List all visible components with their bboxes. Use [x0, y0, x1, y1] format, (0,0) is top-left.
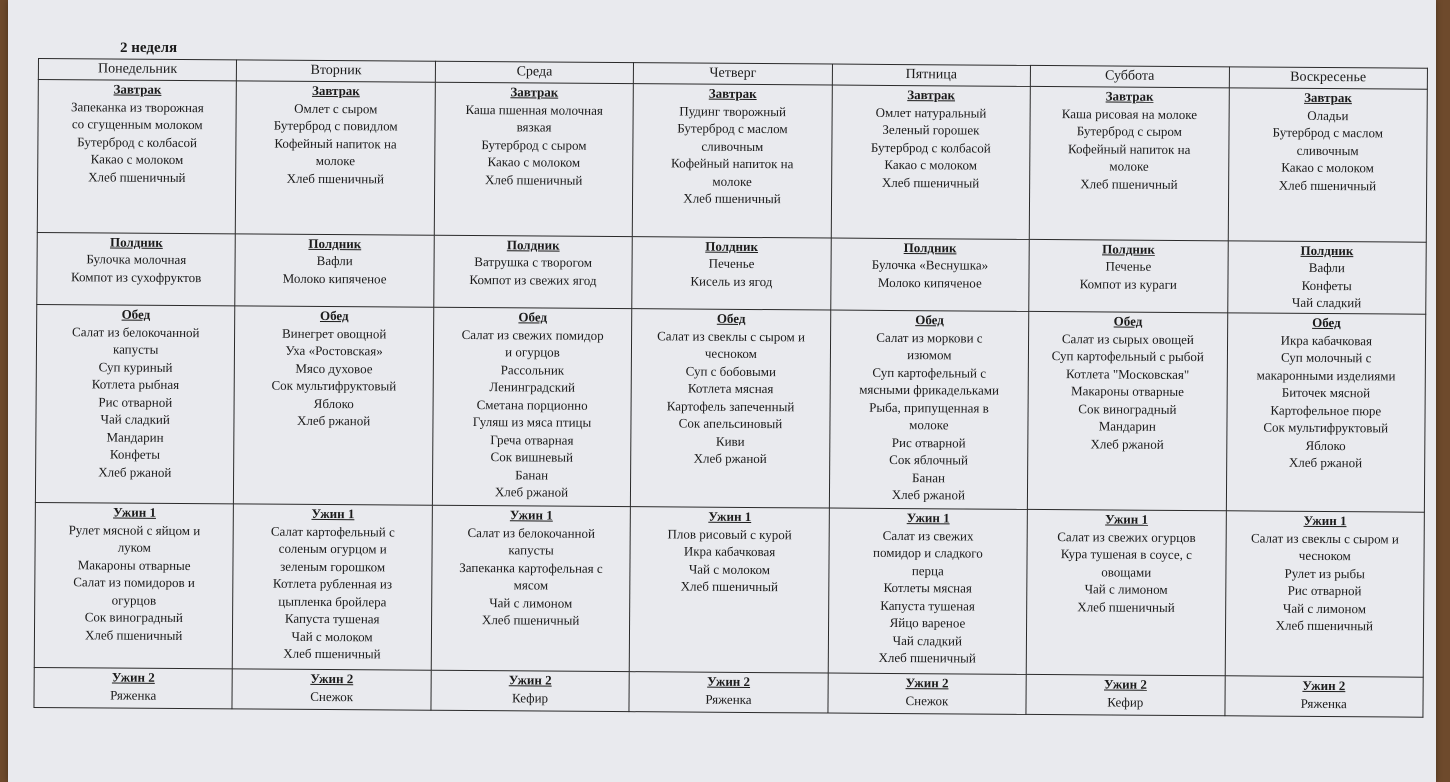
- week-title: 2 неделя: [120, 40, 178, 56]
- snack-cell: [1227, 240, 1426, 314]
- dish-item: Биточек мясной: [1281, 384, 1371, 401]
- dish-item: Сок яблочный: [889, 452, 969, 468]
- dish-item: Макароны отварные: [77, 557, 191, 573]
- dish-item: Хлеб пшеничный: [1278, 177, 1377, 193]
- dish-item: Банан: [515, 467, 549, 483]
- dish-item: Мясо духовое: [295, 360, 373, 377]
- dish-item: Печенье: [1105, 258, 1152, 274]
- meal-label: Завтрак: [510, 84, 559, 100]
- dish-item: Чай с лимоном: [1282, 600, 1367, 617]
- dish-item: Какао с молоком: [90, 151, 184, 168]
- dish-item: и огурцов: [505, 344, 560, 360]
- dish-item: Котлета рыбная: [91, 376, 180, 393]
- dish-item: Сок виноградный: [1078, 400, 1177, 417]
- dish-item: Булочка молочная: [86, 251, 187, 268]
- meal-label: Ужин 2: [707, 673, 751, 690]
- dish-item: Хлеб пшеничный: [84, 627, 183, 643]
- dish-item: Чай с молоком: [291, 628, 373, 645]
- dish-item: Оладьи: [1307, 107, 1349, 123]
- dish-item: Рис отварной: [891, 434, 966, 451]
- meal-label: Ужин 2: [508, 672, 552, 688]
- breakfast-cell: [633, 84, 832, 238]
- meal-label: Завтрак: [1105, 88, 1154, 104]
- meal-label: Обед: [121, 306, 151, 322]
- dish-item: Салат из свеклы с сыром и: [657, 328, 806, 345]
- dish-item: Салат из помидоров и: [73, 574, 195, 591]
- meal-label: Ужин 1: [1303, 513, 1347, 529]
- dish-item: макаронными изделиями: [1256, 367, 1396, 384]
- dinner1-cell: [629, 507, 829, 673]
- day-header: Среда: [435, 61, 634, 83]
- dish-item: луком: [117, 539, 151, 556]
- dinner2-cell: [34, 668, 233, 709]
- dish-item: Икра кабачковая: [1280, 332, 1373, 349]
- dinner1-row: [34, 503, 1424, 677]
- dish-item: Чай сладкий: [1291, 294, 1362, 311]
- meal-label: Завтрак: [708, 85, 757, 102]
- dish-item: Уха «Ростовская»: [285, 342, 383, 359]
- dish-item: Хлеб пшеничный: [680, 578, 779, 595]
- dinner2-row: [34, 668, 1423, 718]
- meal-label: Ужин 2: [310, 670, 354, 687]
- meal-label: Обед: [716, 310, 746, 327]
- dish-item: Картофель запеченный: [666, 398, 795, 414]
- dish-item: Запеканка из творожная: [70, 98, 204, 115]
- dish-item: Какао с молоком: [884, 156, 978, 173]
- dish-item: капусты: [112, 341, 159, 358]
- dinner2-cell: [431, 670, 630, 711]
- dish-item: Салат из белокочанной: [467, 524, 596, 541]
- dish-item: Кефир: [512, 689, 549, 706]
- meal-label: Ужин 1: [509, 507, 553, 523]
- dish-item: перца: [911, 562, 944, 579]
- dish-item: Компот из кураги: [1079, 275, 1177, 292]
- meal-label: Обед: [1113, 313, 1143, 329]
- dish-item: со сгущенным молоком: [71, 116, 203, 133]
- dish-item: Салат картофельный с: [270, 523, 395, 540]
- dish-item: Яйцо вареное: [889, 615, 966, 631]
- dish-item: Салат из сырых овощей: [1061, 330, 1194, 347]
- meal-label: Полдник: [109, 234, 163, 250]
- dish-item: Компот из сухофруктов: [71, 268, 202, 285]
- dish-item: Бутерброд с колбасой: [77, 133, 198, 150]
- dish-item: Чай с лимоном: [1084, 581, 1168, 598]
- breakfast-cell: [1029, 86, 1228, 240]
- snack-cell: [37, 232, 236, 306]
- lunch-cell: [631, 309, 831, 508]
- dish-item: Салат из свежих огурцов: [1057, 528, 1196, 545]
- dish-item: Рыба, припущенная в: [869, 399, 989, 416]
- breakfast-cell: [37, 80, 236, 234]
- dish-item: Сметана порционно: [476, 396, 588, 413]
- dish-item: Котлеты мясная: [883, 580, 972, 596]
- breakfast-cell: [236, 81, 435, 235]
- dish-item: Хлеб ржаной: [891, 487, 966, 503]
- dish-item: Омлет с сыром: [294, 100, 378, 116]
- dish-item: Киви: [715, 433, 745, 449]
- dish-item: Капуста тушеная: [880, 597, 975, 614]
- dish-item: Котлета "Московская": [1066, 365, 1190, 382]
- dish-item: Булочка «Веснушка»: [871, 256, 989, 273]
- dish-item: Суп картофельный с: [872, 364, 987, 381]
- dish-item: Молоко кипяченое: [877, 274, 982, 291]
- meal-label: Обед: [1312, 315, 1341, 331]
- dish-item: Хлеб ржаной: [1288, 454, 1363, 471]
- dish-item: Хлеб ржаной: [693, 450, 767, 467]
- dish-item: мясом: [513, 577, 549, 593]
- dish-item: Сок виноградный: [84, 609, 183, 626]
- dish-item: Какао с молоком: [487, 154, 581, 170]
- meal-label: Обед: [319, 308, 349, 324]
- dish-item: Рулет мясной с яйцом и: [68, 521, 201, 538]
- dish-item: молоке: [315, 152, 356, 169]
- dish-item: молоке: [1109, 158, 1149, 174]
- dish-item: Салат из моркови с: [876, 329, 983, 346]
- lunch-cell: [1226, 313, 1426, 512]
- dish-item: Винегрет овощной: [281, 325, 387, 342]
- dish-item: чесноком: [704, 345, 757, 362]
- dish-item: Суп куриный: [98, 359, 173, 375]
- meal-label: Полдник: [705, 238, 759, 254]
- dish-item: Пудинг творожный: [679, 102, 787, 119]
- meal-label: Ужин 2: [1302, 677, 1346, 694]
- dish-item: Каша рисовая на молоке: [1061, 105, 1198, 122]
- dinner2-cell: [629, 672, 828, 713]
- dish-item: Хлеб ржаной: [494, 484, 569, 500]
- snack-cell: [1029, 239, 1228, 313]
- dish-item: Салат из свежих: [882, 527, 974, 544]
- dish-item: Чай сладкий: [892, 632, 963, 649]
- dish-item: Капуста тушеная: [284, 610, 380, 627]
- dish-item: Хлеб пшеничный: [481, 612, 580, 629]
- dish-item: Кофейный напиток на: [274, 135, 397, 152]
- dinner2-cell: [1224, 676, 1423, 717]
- dish-item: Суп молочный с: [1280, 349, 1372, 366]
- dish-item: Мандарин: [1098, 418, 1156, 435]
- menu-table: [33, 58, 1428, 718]
- dish-item: помидор и сладкого: [873, 545, 983, 561]
- dish-item: Плов рисовый с курой: [667, 526, 792, 543]
- dish-item: Суп картофельный с рыбой: [1051, 348, 1204, 365]
- breakfast-cell: [434, 82, 633, 236]
- lunch-cell: [432, 307, 632, 506]
- dish-item: Банан: [911, 469, 946, 486]
- dish-item: Бутерброд с повидлом: [273, 117, 398, 134]
- dish-item: Какао с молоком: [1281, 159, 1374, 176]
- day-header: Понедельник: [38, 59, 237, 81]
- dish-item: Каша пшенная молочная: [465, 101, 603, 118]
- dish-item: Хлеб пшеничный: [283, 645, 381, 662]
- dish-item: Бутерброд с сыром: [1076, 123, 1182, 139]
- dinner2-cell: [828, 673, 1027, 714]
- dish-item: Снежок: [310, 688, 354, 704]
- dish-item: сливочным: [701, 138, 764, 154]
- dish-item: Ряженка: [705, 691, 752, 707]
- meal-label: Полдник: [308, 235, 362, 251]
- snack-cell: [235, 233, 434, 307]
- dish-item: молоке: [909, 417, 949, 433]
- day-header: Воскресенье: [1229, 67, 1428, 89]
- dish-item: Вафли: [1308, 259, 1345, 276]
- dish-item: Хлеб пшеничный: [286, 170, 385, 186]
- dish-item: Икра кабачковая: [683, 543, 776, 560]
- meal-label: Ужин 2: [1103, 676, 1147, 692]
- dish-item: молоке: [712, 173, 752, 189]
- dish-item: Конфеты: [109, 446, 161, 463]
- dinner1-cell: [233, 504, 433, 670]
- day-header: Суббота: [1030, 65, 1229, 87]
- breakfast-row: [37, 80, 1427, 242]
- dish-item: Яблоко: [313, 395, 354, 411]
- dish-item: Омлет натуральный: [875, 104, 987, 121]
- meal-label: Полдник: [506, 236, 560, 253]
- snack-cell: [830, 238, 1029, 312]
- dish-item: огурцов: [111, 592, 157, 608]
- dish-item: капусты: [508, 542, 554, 558]
- dinner1-cell: [34, 503, 234, 669]
- dish-item: Греча отварная: [490, 431, 574, 448]
- dish-item: Бутерброд с маслом: [1272, 124, 1384, 141]
- meal-label: Ужин 2: [905, 675, 949, 691]
- dish-item: Салат из свежих помидор: [461, 326, 604, 343]
- paper-sheet: [8, 0, 1436, 782]
- dinner1-cell: [431, 506, 631, 672]
- dish-item: Молоко кипяченое: [282, 270, 387, 286]
- dish-item: Рис отварной: [1287, 582, 1362, 599]
- dish-item: чесноком: [1298, 548, 1351, 564]
- dish-item: Печенье: [708, 255, 755, 272]
- dish-item: Картофельное пюре: [1270, 402, 1382, 419]
- dinner1-cell: [1026, 510, 1226, 676]
- dish-item: Салат из белокочанной: [72, 323, 200, 340]
- dish-item: Кисель из ягод: [690, 273, 773, 289]
- dish-item: Вафли: [316, 252, 353, 269]
- day-header: Четверг: [634, 63, 833, 85]
- lunch-cell: [829, 310, 1029, 509]
- meal-label: Ужин 1: [113, 504, 157, 521]
- dish-item: Котлета рубленная из: [272, 575, 393, 592]
- dinner1-cell: [1225, 511, 1425, 677]
- dish-item: Хлеб пшеничный: [88, 168, 186, 185]
- meal-label: Завтрак: [1304, 89, 1352, 106]
- meal-label: Завтрак: [113, 81, 162, 97]
- dish-item: сливочным: [1296, 142, 1359, 158]
- dish-item: вязкая: [516, 119, 552, 135]
- dish-item: мясными фрикадельками: [859, 381, 1000, 398]
- day-header: Пятница: [832, 64, 1031, 86]
- dinner2-cell: [232, 669, 431, 710]
- dish-item: Хлеб пшеничный: [1275, 617, 1374, 634]
- dish-item: Кура тушеная в соусе, с: [1060, 546, 1192, 563]
- meal-label: Ужин 2: [111, 669, 155, 685]
- dish-item: Зеленый горошек: [882, 121, 980, 138]
- dish-item: Чай с лимоном: [489, 594, 573, 611]
- lunch-cell: [35, 305, 235, 504]
- lunch-cell: [234, 306, 434, 505]
- meal-label: Ужин 1: [1105, 511, 1149, 528]
- dish-item: Кофейный напиток на: [671, 155, 794, 172]
- dish-item: Салат из свеклы с сыром и: [1250, 530, 1399, 547]
- breakfast-cell: [831, 85, 1030, 239]
- meal-label: Полдник: [903, 239, 957, 255]
- dish-item: Снежок: [905, 692, 949, 708]
- dish-item: Хлеб пшеничный: [484, 171, 583, 188]
- dish-item: Хлеб ржаной: [296, 413, 371, 429]
- dish-item: Ряженка: [1300, 695, 1347, 711]
- dish-item: Рассольник: [500, 361, 565, 378]
- dish-item: Бутерброд с маслом: [677, 120, 788, 137]
- dish-item: Бутерброд с сыром: [481, 136, 587, 153]
- dish-item: цыпленка бройлера: [278, 593, 387, 610]
- breakfast-cell: [1228, 88, 1428, 242]
- dish-item: зеленым горошком: [280, 558, 386, 575]
- meal-label: Завтрак: [907, 87, 956, 103]
- meal-label: Ужин 1: [311, 506, 355, 522]
- snack-cell: [434, 235, 633, 309]
- meal-label: Завтрак: [311, 82, 360, 99]
- dish-item: Гуляш из мяса птицы: [472, 414, 592, 431]
- dish-item: Кефир: [1107, 694, 1144, 710]
- meal-label: Обед: [915, 312, 944, 328]
- meal-label: Полдник: [1300, 242, 1354, 258]
- meal-label: Обед: [518, 309, 548, 325]
- dish-item: Хлеб пшеничный: [1077, 599, 1175, 615]
- menu-body: [34, 80, 1427, 718]
- dish-item: Хлеб пшеничный: [878, 650, 976, 666]
- snack-row: [37, 232, 1426, 314]
- dish-item: Хлеб ржаной: [1090, 436, 1164, 452]
- dish-item: Ряженка: [110, 687, 157, 703]
- dish-item: Сок мультифруктовый: [271, 377, 397, 394]
- dish-item: Запеканка картофельная с: [459, 559, 603, 576]
- dish-item: Хлеб ржаной: [98, 464, 172, 480]
- dish-item: Рис отварной: [98, 394, 173, 410]
- dish-item: изюмом: [907, 347, 952, 363]
- meal-label: Ужин 1: [906, 510, 950, 526]
- dish-item: Чай с молоком: [688, 561, 771, 577]
- dish-item: Яблоко: [1305, 437, 1346, 453]
- dinner2-cell: [1026, 674, 1225, 715]
- dish-item: Кофейный напиток на: [1067, 140, 1191, 157]
- dinner1-cell: [828, 508, 1028, 674]
- dish-item: овощами: [1101, 564, 1152, 580]
- dish-item: соленым огурцом и: [278, 540, 387, 557]
- dish-item: Макароны отварные: [1071, 383, 1185, 400]
- dish-item: Бутерброд с колбасой: [870, 139, 991, 156]
- dish-item: Хлеб пшеничный: [1080, 175, 1178, 192]
- meal-label: Полдник: [1102, 240, 1155, 257]
- dish-item: Сок апельсиновый: [678, 415, 783, 432]
- dish-item: Мандарин: [106, 429, 164, 445]
- dish-item: Котлета мясная: [687, 380, 774, 397]
- dish-item: Компот из свежих ягод: [469, 271, 597, 288]
- dish-item: Хлеб пшеничный: [683, 190, 781, 207]
- dish-item: Рулет из рыбы: [1284, 565, 1365, 582]
- snack-cell: [632, 236, 831, 310]
- dish-item: Хлеб пшеничный: [881, 174, 980, 191]
- dish-item: Сок мультифруктовый: [1263, 419, 1389, 436]
- dish-item: Ленинградский: [489, 379, 576, 395]
- dish-item: Суп с бобовыми: [685, 363, 777, 379]
- dish-item: Сок вишневый: [490, 449, 574, 465]
- day-header: Вторник: [237, 60, 436, 82]
- lunch-row: [35, 305, 1425, 513]
- dish-item: Конфеты: [1301, 277, 1352, 293]
- dish-item: Ватрушка с творогом: [474, 254, 593, 270]
- dish-item: Чай сладкий: [100, 411, 170, 428]
- lunch-cell: [1027, 312, 1227, 511]
- meal-label: Ужин 1: [708, 508, 752, 525]
